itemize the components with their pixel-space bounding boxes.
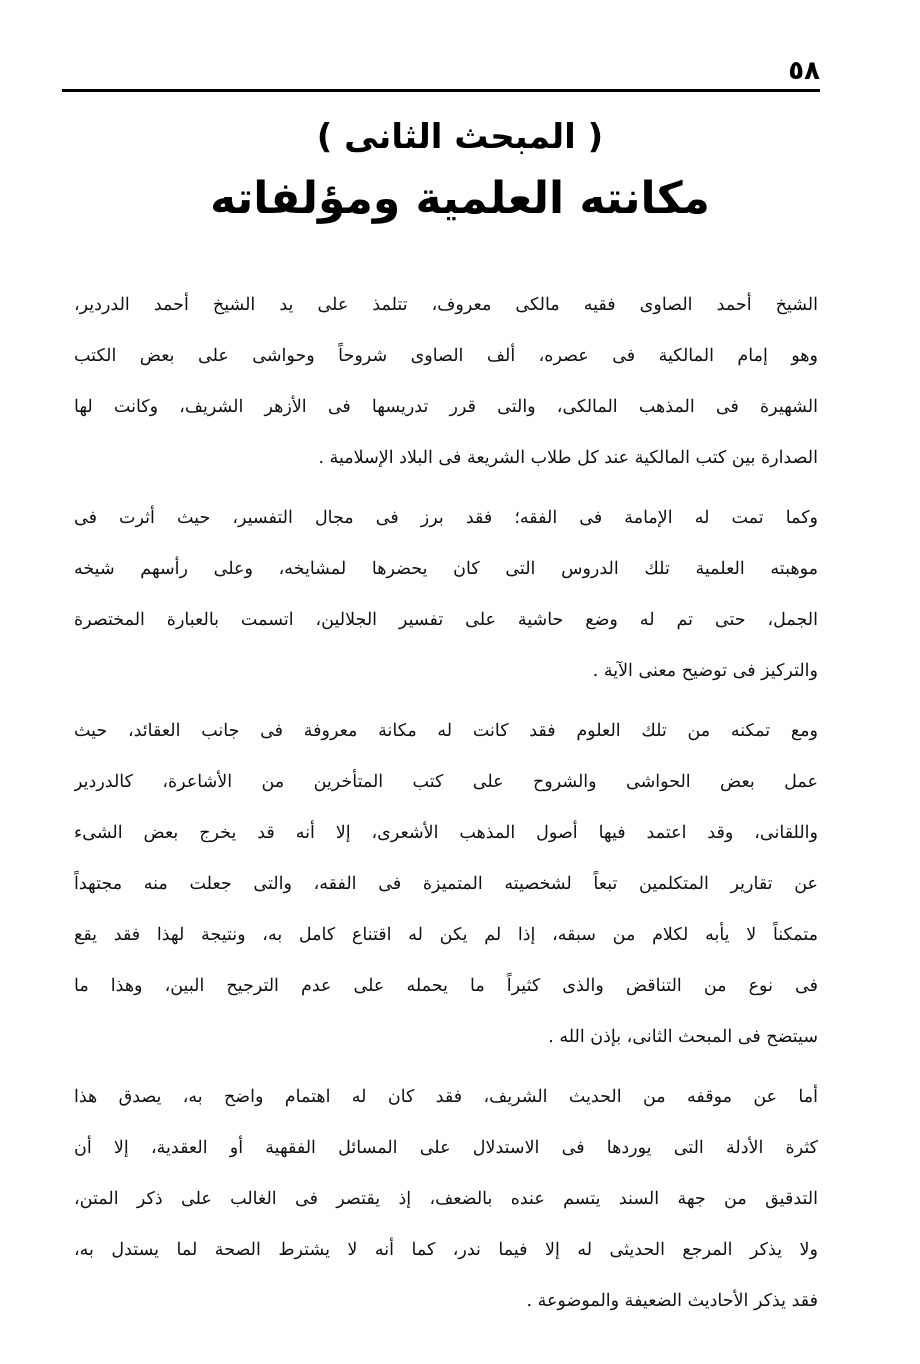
paragraph-gap — [74, 484, 818, 493]
text-line: والتركيز فى توضيح معنى الآية . — [592, 661, 818, 681]
header-rule — [62, 89, 820, 92]
text-line: متمكناً لا يأبه لكلام من سبقه، إذا لم يكن له اقتناع كامل به، ونتيجة لهذا فقد يقع — [74, 925, 818, 945]
text-line: كثرة الأدلة التى يوردها فى الاستدلال على المسائل الفقهية أو العقدية، إلا أن — [74, 1138, 818, 1158]
paragraph-4 — [74, 1072, 818, 1327]
text-line: الشهيرة فى المذهب المالكى، والتى قرر تدريسها فى الأزهر الشريف، وكانت لها — [74, 397, 818, 417]
text-line: وكما تمت له الإمامة فى الفقه؛ فقد برز فى مجال التفسير، حيث أثرت فى — [74, 508, 818, 528]
text-line: ولا يذكر المرجع الحديثى له إلا فيما ندر، كما أنه لا يشترط الصحة لما يستدل به، — [74, 1240, 818, 1260]
paragraph-1 — [74, 280, 818, 484]
text-line: الشيخ أحمد الصاوى فقيه مالكى معروف، تتلمذ على يد الشيخ أحمد الدردير، — [74, 295, 818, 315]
section-title: مكانته العلمية ومؤلفاته — [210, 173, 710, 224]
text-line: الصدارة بين كتب المالكية عند كل طلاب الشريعة فى البلاد الإسلامية . — [318, 448, 818, 468]
text-line: فقد يذكر الأحاديث الضعيفة والموضوعة . — [526, 1291, 818, 1311]
text-line: عن تقارير المتكلمين تبعاً لشخصيته المتميزة فى الفقه، والتى جعلت منه مجتهداً — [74, 874, 818, 894]
text-line: ومع تمكنه من تلك العلوم فقد كانت له مكانة معروفة فى جانب العقائد، حيث — [74, 721, 818, 741]
page-number: ٥٨ — [788, 56, 820, 86]
paragraph-gap — [74, 697, 818, 706]
paragraph-3 — [74, 706, 818, 1063]
text-line: عمل بعض الحواشى والشروح على كتب المتأخرين من الأشاعرة، كالدردير — [74, 772, 818, 792]
text-line: وهو إمام المالكية فى عصره، ألف الصاوى شروحاً وحواشى على بعض الكتب — [74, 346, 818, 366]
title-block — [150, 112, 770, 230]
text-line: سيتضح فى المبحث الثانى، بإذن الله . — [548, 1027, 818, 1047]
text-line: موهبته العلمية تلك الدروس التى كان يحضرها لمشايخه، وعلى رأسهم شيخه — [74, 559, 818, 579]
paragraph-2 — [74, 493, 818, 697]
section-label: ( المبحث الثانى ) — [316, 117, 604, 157]
text-line: الجمل، حتى تم له وضع حاشية على تفسير الجلالين، اتسمت بالعبارة المختصرة — [74, 610, 818, 630]
text-line: التدقيق من جهة السند يتسم عنده بالضعف، إذ يقتصر فى الغالب على ذكر المتن، — [74, 1189, 818, 1209]
body-text — [74, 280, 818, 1327]
text-line: واللقانى، وقد اعتمد فيها أصول المذهب الأشعرى، إلا أنه قد يخرج بعض الشىء — [74, 823, 818, 843]
text-line: فى نوع من التناقض والذى كثيراً ما يحمله على عدم الترجيح البين، وهذا ما — [74, 976, 818, 996]
text-line: أما عن موقفه من الحديث الشريف، فقد كان له اهتمام واضح به، يصدق هذا — [74, 1087, 818, 1107]
paragraph-gap — [74, 1063, 818, 1072]
